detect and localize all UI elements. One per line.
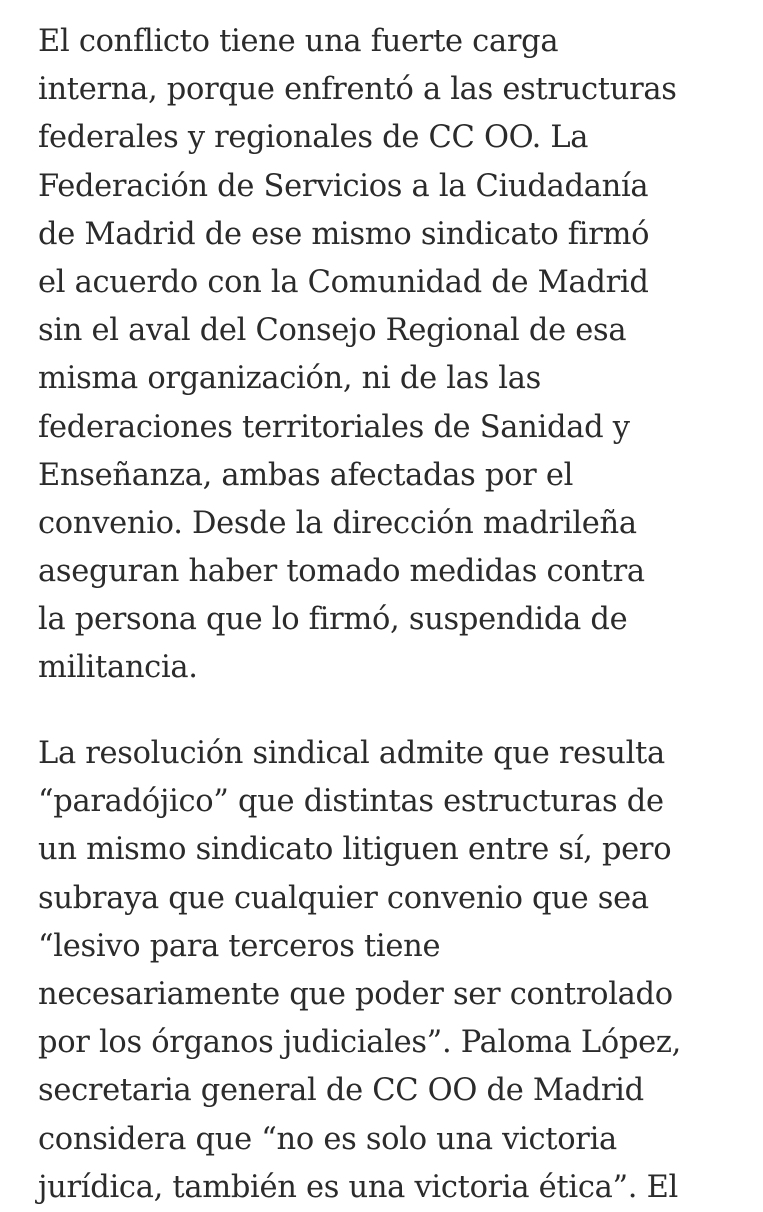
text-line: secretaria general de CC OO de Madrid — [38, 1073, 644, 1109]
text-line: subraya que cualquier convenio que sea — [38, 880, 649, 916]
text-line: un mismo sindicato litiguen entre sí, pero — [38, 832, 672, 868]
text-line: “lesivo para terceros tiene — [38, 928, 441, 964]
text-line: La resolución sindical admite que resulta — [38, 736, 665, 771]
text-line: considera que “no es solo una victoria — [38, 1121, 617, 1157]
text-line: por los órganos judiciales”. Paloma López, — [38, 1025, 682, 1061]
text-line: de Madrid de ese mismo sindicato firmó — [38, 216, 650, 252]
text-line: sin el aval del Consejo Regional de esa — [38, 313, 627, 349]
paragraph-conflicto — [38, 18, 677, 693]
text-line: Federación de Servicios a la Ciudadanía — [38, 168, 649, 204]
text-line: interna, porque enfrentó a las estructuras — [38, 72, 677, 108]
text-line: El conflicto tiene una fuerte carga — [38, 24, 559, 59]
text-line: necesariamente que poder ser controlado — [38, 976, 673, 1012]
text-line: “paradójico” que distintas estructuras de — [38, 784, 664, 820]
text-line: misma organización, ni de las las — [38, 361, 542, 397]
text-line: aseguran haber tomado medidas contra — [38, 554, 645, 590]
text-line: el acuerdo con la Comunidad de Madrid — [38, 264, 649, 300]
text-line: federales y regionales de CC OO. La — [38, 120, 589, 156]
text-line: federaciones territoriales de Sanidad y — [38, 409, 630, 445]
text-line: militancia. — [38, 650, 198, 686]
text-line: la persona que lo firmó, suspendida de — [38, 602, 628, 638]
text-line: jurídica, también es una victoria ética”. El — [38, 1169, 678, 1205]
text-line: Enseñanza, ambas afectadas por el — [38, 457, 574, 493]
paragraph-resolucion — [38, 730, 681, 1212]
text-line: convenio. Desde la dirección madrileña — [38, 505, 637, 541]
